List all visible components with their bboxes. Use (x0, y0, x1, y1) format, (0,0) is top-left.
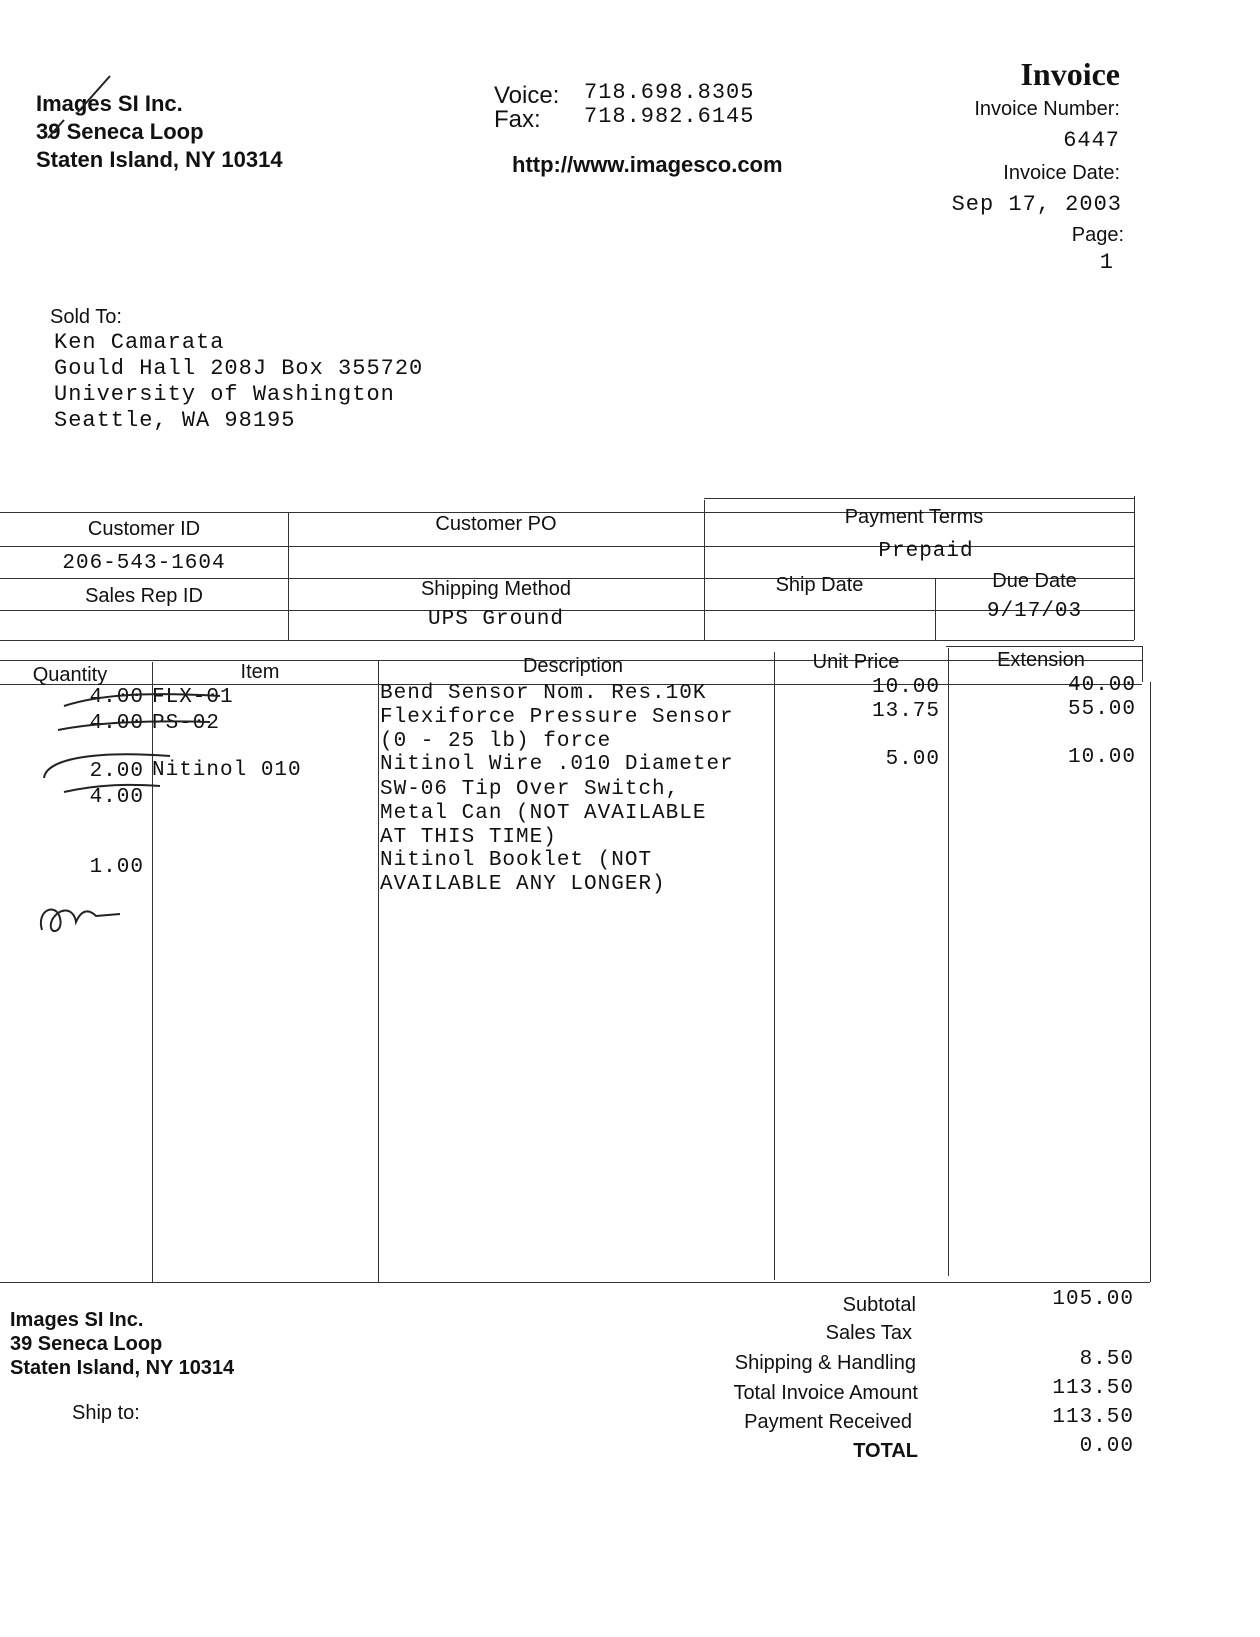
row-description: AT THIS TIME) (380, 826, 557, 849)
shipping-label: Shipping & Handling (734, 1352, 916, 1374)
row-description: Flexiforce Pressure Sensor (380, 706, 734, 729)
payment-terms-header: Payment Terms (844, 506, 984, 528)
customer-id-value: 206-543-1604 (62, 552, 226, 575)
row-extension: 10.00 (1067, 746, 1136, 769)
footer-company-name: Images SI Inc. (10, 1309, 144, 1331)
quantity-header: Quantity (32, 664, 108, 686)
row-description: Nitinol Booklet (NOT (380, 849, 653, 872)
total-value: 0.00 (1079, 1435, 1134, 1458)
pen-mark-icon (30, 70, 130, 150)
company-city: Staten Island, NY 10314 (36, 147, 283, 172)
footer-address (10, 1308, 234, 1380)
row-description: Nitinol Wire .010 Diameter (380, 753, 734, 776)
row-quantity: 4.00 (89, 686, 144, 709)
due-date-value: 9/17/03 (986, 600, 1083, 623)
shipping-method-value: UPS Ground (427, 608, 565, 631)
shipping-value: 8.50 (1079, 1348, 1134, 1371)
invoice-date-label: Invoice Date: (1003, 162, 1120, 184)
sold-to-line: Gould Hall 208J Box 355720 (54, 356, 424, 381)
item-header: Item (240, 661, 280, 683)
sold-to-line: Seattle, WA 98195 (54, 408, 296, 433)
sales-rep-header: Sales Rep ID (85, 585, 203, 607)
company-street: 39 Seneca Loop (36, 119, 204, 144)
footer-street: 39 Seneca Loop (10, 1333, 163, 1355)
row-description: Metal Can (NOT AVAILABLE (380, 802, 707, 825)
row-quantity: 1.00 (89, 856, 144, 879)
row-item: Nitinol 010 (152, 759, 302, 782)
row-quantity: 2.00 (89, 760, 144, 783)
row-unit-price: 13.75 (871, 700, 940, 723)
row-extension: 40.00 (1067, 674, 1136, 697)
row-quantity: 4.00 (89, 712, 144, 735)
company-name: Images SI Inc. (36, 91, 183, 116)
ship-to-label: Ship to: (72, 1402, 140, 1424)
invoice-title: Invoice (1020, 56, 1120, 92)
sold-to-line: Ken Camarata (54, 330, 225, 355)
row-quantity: 4.00 (89, 786, 144, 809)
page-label: Page: (1071, 224, 1124, 246)
description-header: Description (522, 655, 624, 677)
sales-tax-label: Sales Tax (825, 1322, 912, 1344)
total-invoice-value: 113.50 (1052, 1377, 1134, 1400)
payment-received-label: Payment Received (744, 1411, 912, 1433)
payment-terms-value: Prepaid (878, 540, 974, 563)
sold-to-address (54, 330, 423, 434)
row-description: (0 - 25 lb) force (380, 730, 612, 753)
footer-city: Staten Island, NY 10314 (10, 1357, 235, 1379)
handwritten-marks-icon (30, 680, 290, 940)
due-date-header: Due Date (992, 570, 1077, 592)
customer-id-header: Customer ID (87, 518, 201, 540)
row-item: FLX-01 (152, 686, 234, 709)
fax-number: 718.982.6145 (584, 104, 755, 129)
subtotal-label: Subtotal (842, 1294, 916, 1316)
invoice-number-label: Invoice Number: (974, 98, 1120, 120)
subtotal-value: 105.00 (1052, 1288, 1134, 1311)
unit-price-header: Unit Price (812, 651, 900, 673)
row-description: AVAILABLE ANY LONGER) (380, 873, 666, 896)
payment-received-value: 113.50 (1052, 1406, 1134, 1429)
sold-to-line: University of Washington (54, 382, 395, 407)
sold-to-label: Sold To: (50, 306, 122, 328)
total-label: TOTAL (853, 1440, 918, 1462)
invoice-number: 6447 (1063, 128, 1120, 153)
row-unit-price: 10.00 (871, 676, 940, 699)
website-link[interactable]: http://www.imagesco.com (512, 152, 783, 177)
invoice-date: Sep 17, 2003 (951, 192, 1122, 217)
row-unit-price: 5.00 (885, 748, 940, 771)
fax-label: Fax: (494, 106, 541, 133)
voice-number: 718.698.8305 (584, 80, 755, 105)
ship-date-header: Ship Date (775, 574, 864, 596)
customer-po-header: Customer PO (435, 513, 557, 535)
shipping-method-header: Shipping Method (420, 578, 572, 600)
row-description: SW-06 Tip Over Switch, (380, 778, 680, 801)
total-invoice-label: Total Invoice Amount (733, 1382, 918, 1404)
page-number: 1 (1099, 250, 1114, 275)
row-description: Bend Sensor Nom. Res.10K (380, 682, 707, 705)
row-item: PS-02 (152, 712, 221, 735)
voice-label: Voice: (494, 82, 560, 109)
row-extension: 55.00 (1067, 698, 1136, 721)
extension-header: Extension (997, 649, 1085, 671)
